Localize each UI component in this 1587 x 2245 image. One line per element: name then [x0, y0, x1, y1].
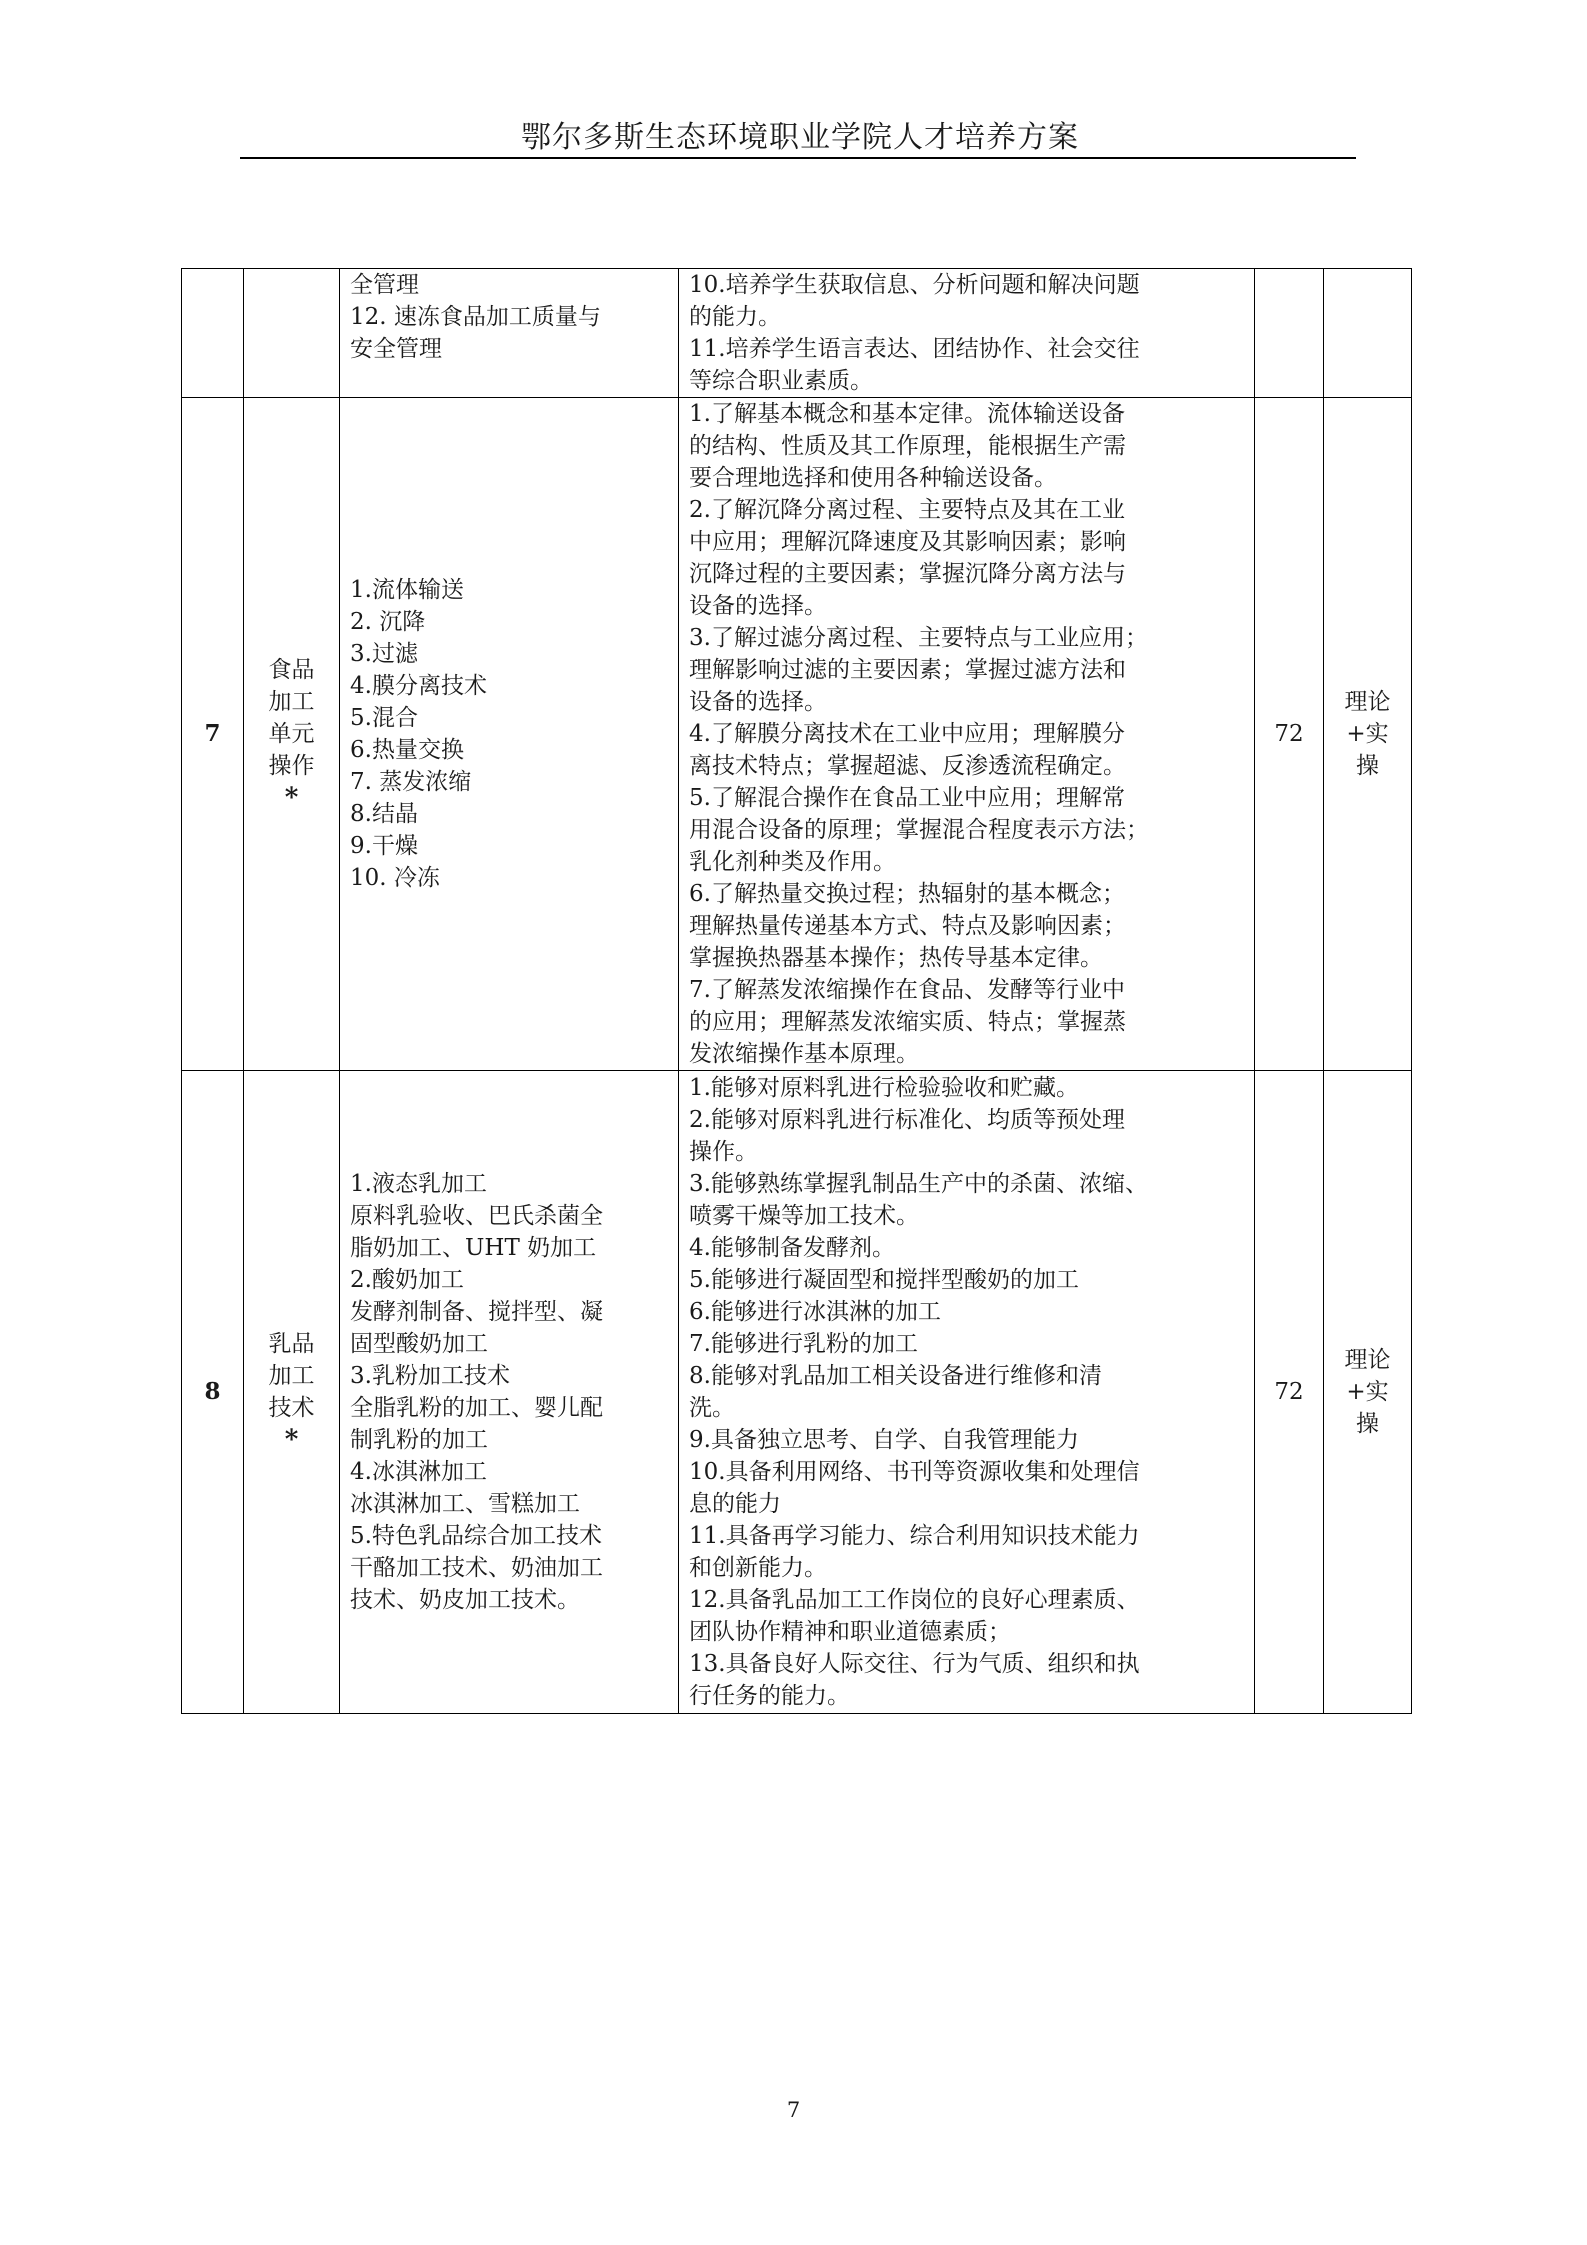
- goal-line: 3.能够熟练掌握乳制品生产中的杀菌、浓缩、: [689, 1171, 1148, 1197]
- course-name-cell: [244, 398, 340, 1071]
- content-line: 5.混合: [350, 705, 418, 731]
- content-line: 冰淇淋加工、雪糕加工: [350, 1491, 580, 1517]
- goal-line: 息的能力: [689, 1491, 781, 1517]
- goal-line: 操作。: [689, 1139, 758, 1165]
- goal-line: 的能力。: [689, 304, 781, 330]
- content-line: 2.酸奶加工: [350, 1267, 464, 1293]
- mode-line: 操: [1356, 753, 1379, 779]
- course-name-line: 单元: [268, 721, 315, 747]
- course-index: 8: [204, 1378, 221, 1405]
- goal-line: 9.具备独立思考、自学、自我管理能力: [689, 1427, 1079, 1453]
- mode-line: 理论: [1344, 689, 1391, 715]
- goal-line: 7.能够进行乳粉的加工: [689, 1331, 918, 1357]
- course-name-line: 乳品: [268, 1331, 315, 1357]
- goal-line: 沉降过程的主要因素；掌握沉降分离方法与: [689, 561, 1126, 587]
- course-name-line: 技术: [268, 1395, 315, 1421]
- content-line: 9.干燥: [350, 833, 418, 859]
- course-content-cell: [340, 398, 679, 1071]
- goal-line: 13.具备良好人际交往、行为气质、组织和执: [689, 1651, 1140, 1677]
- course-mode-cell: [1324, 398, 1412, 1071]
- content-line: 脂奶加工、UHT 奶加工: [350, 1235, 597, 1261]
- table-row: [182, 1071, 1412, 1714]
- goal-line: 6.能够进行冰淇淋的加工: [689, 1299, 941, 1325]
- goal-line: 4.了解膜分离技术在工业中应用；理解膜分: [689, 721, 1125, 747]
- goal-line: 喷雾干燥等加工技术。: [689, 1203, 919, 1229]
- course-name-line: *: [284, 1425, 299, 1455]
- content-line: 12. 速冻食品加工质量与: [350, 304, 601, 330]
- content-line: 原料乳验收、巴氏杀菌全: [350, 1203, 603, 1229]
- goal-line: 4.能够制备发酵剂。: [689, 1235, 895, 1261]
- content-line: 发酵剂制备、搅拌型、凝: [350, 1299, 603, 1325]
- content-line: 1.液态乳加工: [350, 1171, 487, 1197]
- goal-line: 掌握换热器基本操作；热传导基本定律。: [689, 945, 1103, 971]
- goal-line: 设备的选择。: [689, 593, 827, 619]
- goal-line: 等综合职业素质。: [689, 368, 873, 394]
- goal-line: 发浓缩操作基本原理。: [689, 1041, 919, 1067]
- goal-line: 8.能够对乳品加工相关设备进行维修和清: [689, 1363, 1102, 1389]
- course-content-cell: [340, 1071, 679, 1714]
- course-hours: 72: [1274, 1379, 1304, 1405]
- content-line: 10. 冷冻: [350, 865, 440, 891]
- goal-line: 11.具备再学习能力、综合利用知识技术能力: [689, 1523, 1140, 1549]
- content-line: 3.过滤: [350, 641, 418, 667]
- goal-line: 和创新能力。: [689, 1555, 827, 1581]
- course-mode-cell: [1324, 269, 1412, 398]
- course-name-line: 食品: [268, 657, 315, 683]
- goal-line: 2.了解沉降分离过程、主要特点及其在工业: [689, 497, 1125, 523]
- goal-line: 10.具备利用网络、书刊等资源收集和处理信: [689, 1459, 1140, 1485]
- goal-line: 12.具备乳品加工工作岗位的良好心理素质、: [689, 1587, 1140, 1613]
- course-hours-cell: [1255, 1071, 1324, 1714]
- goal-line: 1.能够对原料乳进行检验验收和贮藏。: [689, 1075, 1079, 1101]
- goal-line: 理解热量传递基本方式、特点及影响因素；: [689, 913, 1126, 939]
- goal-line: 2.能够对原料乳进行标准化、均质等预处理: [689, 1107, 1125, 1133]
- course-index: 7: [204, 720, 221, 747]
- course-mode-cell: [1324, 1071, 1412, 1714]
- course-hours-cell: [1255, 269, 1324, 398]
- goal-line: 1.了解基本概念和基本定律。流体输送设备: [689, 401, 1125, 427]
- content-line: 6.热量交换: [350, 737, 464, 763]
- course-content-cell: [340, 269, 679, 398]
- goal-line: 3.了解过滤分离过程、主要特点与工业应用；: [689, 625, 1148, 651]
- course-index-cell: [182, 1071, 244, 1714]
- goal-line: 6.了解热量交换过程；热辐射的基本概念；: [689, 881, 1125, 907]
- goal-line: 5.能够进行凝固型和搅拌型酸奶的加工: [689, 1267, 1079, 1293]
- course-hours: 72: [1274, 721, 1304, 747]
- goal-line: 理解影响过滤的主要因素；掌握过滤方法和: [689, 657, 1126, 683]
- content-line: 干酪加工技术、奶油加工: [350, 1555, 603, 1581]
- goal-line: 设备的选择。: [689, 689, 827, 715]
- goal-line: 5.了解混合操作在食品工业中应用；理解常: [689, 785, 1125, 811]
- content-line: 5.特色乳品综合加工技术: [350, 1523, 602, 1549]
- course-name-line: 加工: [268, 1363, 315, 1389]
- goal-line: 行任务的能力。: [689, 1683, 850, 1709]
- header-divider: [240, 157, 1356, 159]
- course-name-cell: [244, 1071, 340, 1714]
- course-index-cell: [182, 269, 244, 398]
- mode-line: 理论: [1344, 1347, 1391, 1373]
- content-line: 4.冰淇淋加工: [350, 1459, 487, 1485]
- content-line: 2. 沉降: [350, 609, 426, 635]
- goal-line: 中应用；理解沉降速度及其影响因素；影响: [689, 529, 1126, 555]
- course-hours-cell: [1255, 398, 1324, 1071]
- content-line: 1.流体输送: [350, 577, 464, 603]
- goal-line: 用混合设备的原理；掌握混合程度表示方法；: [689, 817, 1149, 843]
- course-goals-cell: [679, 398, 1255, 1071]
- content-line: 制乳粉的加工: [350, 1427, 488, 1453]
- mode-line: 操: [1356, 1411, 1379, 1437]
- course-index-cell: [182, 398, 244, 1071]
- goal-line: 7.了解蒸发浓缩操作在食品、发酵等行业中: [689, 977, 1125, 1003]
- goal-line: 乳化剂种类及作用。: [689, 849, 896, 875]
- content-line: 固型酸奶加工: [350, 1331, 488, 1357]
- goal-line: 洗。: [689, 1395, 735, 1421]
- mode-line: +实: [1346, 1379, 1389, 1405]
- course-name-line: 加工: [268, 689, 315, 715]
- course-name-line: 操作: [268, 753, 315, 779]
- mode-line: +实: [1346, 721, 1389, 747]
- content-line: 8.结晶: [350, 801, 418, 827]
- content-line: 3.乳粉加工技术: [350, 1363, 510, 1389]
- course-goals-cell: [679, 1071, 1255, 1714]
- content-line: 全管理: [350, 272, 419, 298]
- content-line: 全脂乳粉的加工、婴儿配: [350, 1395, 603, 1421]
- page-number: 7: [786, 2098, 801, 2122]
- content-line: 安全管理: [350, 336, 442, 362]
- goal-line: 11.培养学生语言表达、团结协作、社会交往: [689, 336, 1140, 362]
- course-table: [181, 268, 1412, 1714]
- goal-line: 的应用；理解蒸发浓缩实质、特点；掌握蒸: [689, 1009, 1126, 1035]
- table-row: [182, 398, 1412, 1071]
- course-table-body: [182, 269, 1412, 1714]
- table-row: [182, 269, 1412, 398]
- goal-line: 的结构、性质及其工作原理，能根据生产需: [689, 433, 1126, 459]
- goal-line: 要合理地选择和使用各种输送设备。: [689, 465, 1057, 491]
- goal-line: 团队协作精神和职业道德素质；: [689, 1619, 1011, 1645]
- content-line: 4.膜分离技术: [350, 673, 487, 699]
- course-goals-cell: [679, 269, 1255, 398]
- content-line: 7. 蒸发浓缩: [350, 769, 472, 795]
- goal-line: 10.培养学生获取信息、分析问题和解决问题: [689, 272, 1140, 298]
- course-name-cell: [244, 269, 340, 398]
- content-line: 技术、奶皮加工技术。: [350, 1587, 580, 1613]
- goal-line: 离技术特点；掌握超滤、反渗透流程确定。: [689, 753, 1126, 779]
- page-header-title: 鄂尔多斯生态环境职业学院人才培养方案: [521, 120, 1079, 155]
- course-name-line: *: [284, 783, 299, 813]
